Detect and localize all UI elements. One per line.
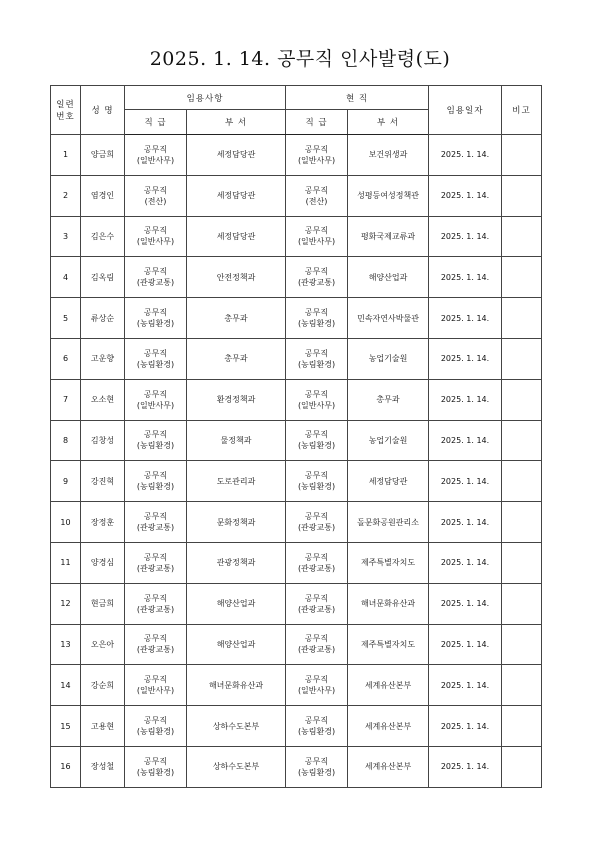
date-cell: 2025. 1. 14. <box>429 135 502 176</box>
new-grade-cell: 공무직 (관광교통) <box>125 502 187 543</box>
remarks-cell <box>502 706 542 747</box>
remarks-cell <box>502 379 542 420</box>
current-dept-cell: 제주특별자치도 <box>348 542 429 583</box>
table-row <box>51 461 542 502</box>
name-cell: 고용현 <box>81 706 125 747</box>
name-cell: 양금희 <box>81 135 125 176</box>
serial-number-cell: 2 <box>51 175 81 216</box>
current-grade-cell: 공무직 (일반사무) <box>286 665 348 706</box>
new-grade-cell: 공무직 (일반사무) <box>125 216 187 257</box>
date-cell: 2025. 1. 14. <box>429 706 502 747</box>
current-grade-cell: 공무직 (관광교통) <box>286 257 348 298</box>
current-dept-cell: 돌문화공원관리소 <box>348 502 429 543</box>
table-row <box>51 338 542 379</box>
date-cell: 2025. 1. 14. <box>429 746 502 787</box>
remarks-cell <box>502 257 542 298</box>
remarks-cell <box>502 665 542 706</box>
current-dept-cell: 민속자연사박물관 <box>348 298 429 339</box>
remarks-cell <box>502 175 542 216</box>
serial-number-cell: 4 <box>51 257 81 298</box>
header-appointment: 임용사항 <box>125 86 286 110</box>
remarks-cell <box>502 746 542 787</box>
new-dept-cell: 도로관리과 <box>187 461 286 502</box>
table-row <box>51 135 542 176</box>
new-grade-cell: 공무직 (일반사무) <box>125 665 187 706</box>
serial-number-cell: 9 <box>51 461 81 502</box>
date-cell: 2025. 1. 14. <box>429 624 502 665</box>
current-dept-cell: 성평등여성정책관 <box>348 175 429 216</box>
new-dept-cell: 물정책과 <box>187 420 286 461</box>
remarks-cell <box>502 542 542 583</box>
date-cell: 2025. 1. 14. <box>429 298 502 339</box>
current-grade-cell: 공무직 (농림환경) <box>286 298 348 339</box>
remarks-cell <box>502 461 542 502</box>
name-cell: 양경심 <box>81 542 125 583</box>
serial-number-cell: 15 <box>51 706 81 747</box>
new-dept-cell: 총무과 <box>187 298 286 339</box>
table-row <box>51 175 542 216</box>
new-dept-cell: 해녀문화유산과 <box>187 665 286 706</box>
current-dept-cell: 보건위생과 <box>348 135 429 176</box>
name-cell: 고운향 <box>81 338 125 379</box>
remarks-cell <box>502 583 542 624</box>
name-cell: 김옥림 <box>81 257 125 298</box>
name-cell: 강진혁 <box>81 461 125 502</box>
remarks-cell <box>502 502 542 543</box>
current-dept-cell: 총무과 <box>348 379 429 420</box>
table-row <box>51 542 542 583</box>
remarks-cell <box>502 298 542 339</box>
name-cell: 오소현 <box>81 379 125 420</box>
header-remarks: 비고 <box>502 86 542 135</box>
date-cell: 2025. 1. 14. <box>429 502 502 543</box>
serial-number-cell: 10 <box>51 502 81 543</box>
remarks-cell <box>502 216 542 257</box>
name-cell: 김은수 <box>81 216 125 257</box>
personnel-table <box>50 85 542 788</box>
new-dept-cell: 상하수도본부 <box>187 706 286 747</box>
current-grade-cell: 공무직 (농림환경) <box>286 746 348 787</box>
new-dept-cell: 문화정책과 <box>187 502 286 543</box>
serial-number-cell: 3 <box>51 216 81 257</box>
current-grade-cell: 공무직 (농림환경) <box>286 706 348 747</box>
new-grade-cell: 공무직 (농림환경) <box>125 420 187 461</box>
current-dept-cell: 세계유산본부 <box>348 706 429 747</box>
name-cell: 김창성 <box>81 420 125 461</box>
date-cell: 2025. 1. 14. <box>429 379 502 420</box>
table-row <box>51 420 542 461</box>
new-dept-cell: 해양산업과 <box>187 624 286 665</box>
remarks-cell <box>502 420 542 461</box>
header-appointment-date: 임용일자 <box>429 86 502 135</box>
serial-number-cell: 7 <box>51 379 81 420</box>
current-dept-cell: 세계유산본부 <box>348 746 429 787</box>
current-grade-cell: 공무직 (관광교통) <box>286 583 348 624</box>
current-dept-cell: 세정담당관 <box>348 461 429 502</box>
current-dept-cell: 평화국제교류과 <box>348 216 429 257</box>
current-grade-cell: 공무직 (농림환경) <box>286 338 348 379</box>
date-cell: 2025. 1. 14. <box>429 338 502 379</box>
new-grade-cell: 공무직 (전산) <box>125 175 187 216</box>
remarks-cell <box>502 338 542 379</box>
new-dept-cell: 관광정책과 <box>187 542 286 583</box>
table-row <box>51 216 542 257</box>
serial-number-cell: 6 <box>51 338 81 379</box>
new-dept-cell: 세정담당관 <box>187 135 286 176</box>
header-serial-number: 일련 번호 <box>51 86 81 135</box>
current-dept-cell: 해양산업과 <box>348 257 429 298</box>
header-new-grade: 직 급 <box>125 110 187 135</box>
new-grade-cell: 공무직 (농림환경) <box>125 338 187 379</box>
serial-number-cell: 1 <box>51 135 81 176</box>
current-grade-cell: 공무직 (일반사무) <box>286 379 348 420</box>
new-grade-cell: 공무직 (농림환경) <box>125 298 187 339</box>
date-cell: 2025. 1. 14. <box>429 257 502 298</box>
name-cell: 오은아 <box>81 624 125 665</box>
new-dept-cell: 환경정책과 <box>187 379 286 420</box>
table-row <box>51 298 542 339</box>
new-grade-cell: 공무직 (농림환경) <box>125 461 187 502</box>
header-current-dept: 부 서 <box>348 110 429 135</box>
current-grade-cell: 공무직 (농림환경) <box>286 420 348 461</box>
serial-number-cell: 13 <box>51 624 81 665</box>
new-grade-cell: 공무직 (농림환경) <box>125 746 187 787</box>
name-cell: 현금희 <box>81 583 125 624</box>
current-grade-cell: 공무직 (전산) <box>286 175 348 216</box>
date-cell: 2025. 1. 14. <box>429 461 502 502</box>
date-cell: 2025. 1. 14. <box>429 542 502 583</box>
serial-number-cell: 16 <box>51 746 81 787</box>
name-cell: 류상순 <box>81 298 125 339</box>
current-dept-cell: 해녀문화유산과 <box>348 583 429 624</box>
new-grade-cell: 공무직 (일반사무) <box>125 135 187 176</box>
current-grade-cell: 공무직 (관광교통) <box>286 502 348 543</box>
serial-number-cell: 11 <box>51 542 81 583</box>
new-grade-cell: 공무직 (관광교통) <box>125 624 187 665</box>
current-dept-cell: 제주특별자치도 <box>348 624 429 665</box>
new-grade-cell: 공무직 (일반사무) <box>125 379 187 420</box>
current-grade-cell: 공무직 (일반사무) <box>286 135 348 176</box>
serial-number-cell: 14 <box>51 665 81 706</box>
new-dept-cell: 상하수도본부 <box>187 746 286 787</box>
current-grade-cell: 공무직 (일반사무) <box>286 216 348 257</box>
remarks-cell <box>502 624 542 665</box>
header-current-grade: 직 급 <box>286 110 348 135</box>
new-dept-cell: 해양산업과 <box>187 583 286 624</box>
table-row <box>51 257 542 298</box>
table-row <box>51 583 542 624</box>
new-grade-cell: 공무직 (농림환경) <box>125 706 187 747</box>
name-cell: 강순희 <box>81 665 125 706</box>
name-cell: 장성철 <box>81 746 125 787</box>
current-grade-cell: 공무직 (농림환경) <box>286 461 348 502</box>
new-grade-cell: 공무직 (관광교통) <box>125 542 187 583</box>
table-body <box>51 135 542 788</box>
new-dept-cell: 세정담당관 <box>187 216 286 257</box>
new-grade-cell: 공무직 (관광교통) <box>125 257 187 298</box>
current-grade-cell: 공무직 (관광교통) <box>286 542 348 583</box>
table-row <box>51 665 542 706</box>
current-dept-cell: 농업기술원 <box>348 420 429 461</box>
table-row <box>51 502 542 543</box>
document-title: 2025. 1. 14. 공무직 인사발령(도) <box>149 48 451 70</box>
header-current-position: 현 직 <box>286 86 429 110</box>
new-dept-cell: 총무과 <box>187 338 286 379</box>
name-cell: 장정훈 <box>81 502 125 543</box>
date-cell: 2025. 1. 14. <box>429 420 502 461</box>
new-dept-cell: 안전정책과 <box>187 257 286 298</box>
date-cell: 2025. 1. 14. <box>429 583 502 624</box>
remarks-cell <box>502 135 542 176</box>
new-dept-cell: 세정담당관 <box>187 175 286 216</box>
date-cell: 2025. 1. 14. <box>429 216 502 257</box>
serial-number-cell: 12 <box>51 583 81 624</box>
current-dept-cell: 세계유산본부 <box>348 665 429 706</box>
date-cell: 2025. 1. 14. <box>429 175 502 216</box>
new-grade-cell: 공무직 (관광교통) <box>125 583 187 624</box>
serial-number-cell: 5 <box>51 298 81 339</box>
name-cell: 염경인 <box>81 175 125 216</box>
table-row <box>51 706 542 747</box>
header-new-dept: 부 서 <box>187 110 286 135</box>
current-dept-cell: 농업기술원 <box>348 338 429 379</box>
serial-number-cell: 8 <box>51 420 81 461</box>
header-name: 성 명 <box>81 86 125 135</box>
table-row <box>51 624 542 665</box>
table-row <box>51 379 542 420</box>
table-row <box>51 746 542 787</box>
date-cell: 2025. 1. 14. <box>429 665 502 706</box>
current-grade-cell: 공무직 (관광교통) <box>286 624 348 665</box>
